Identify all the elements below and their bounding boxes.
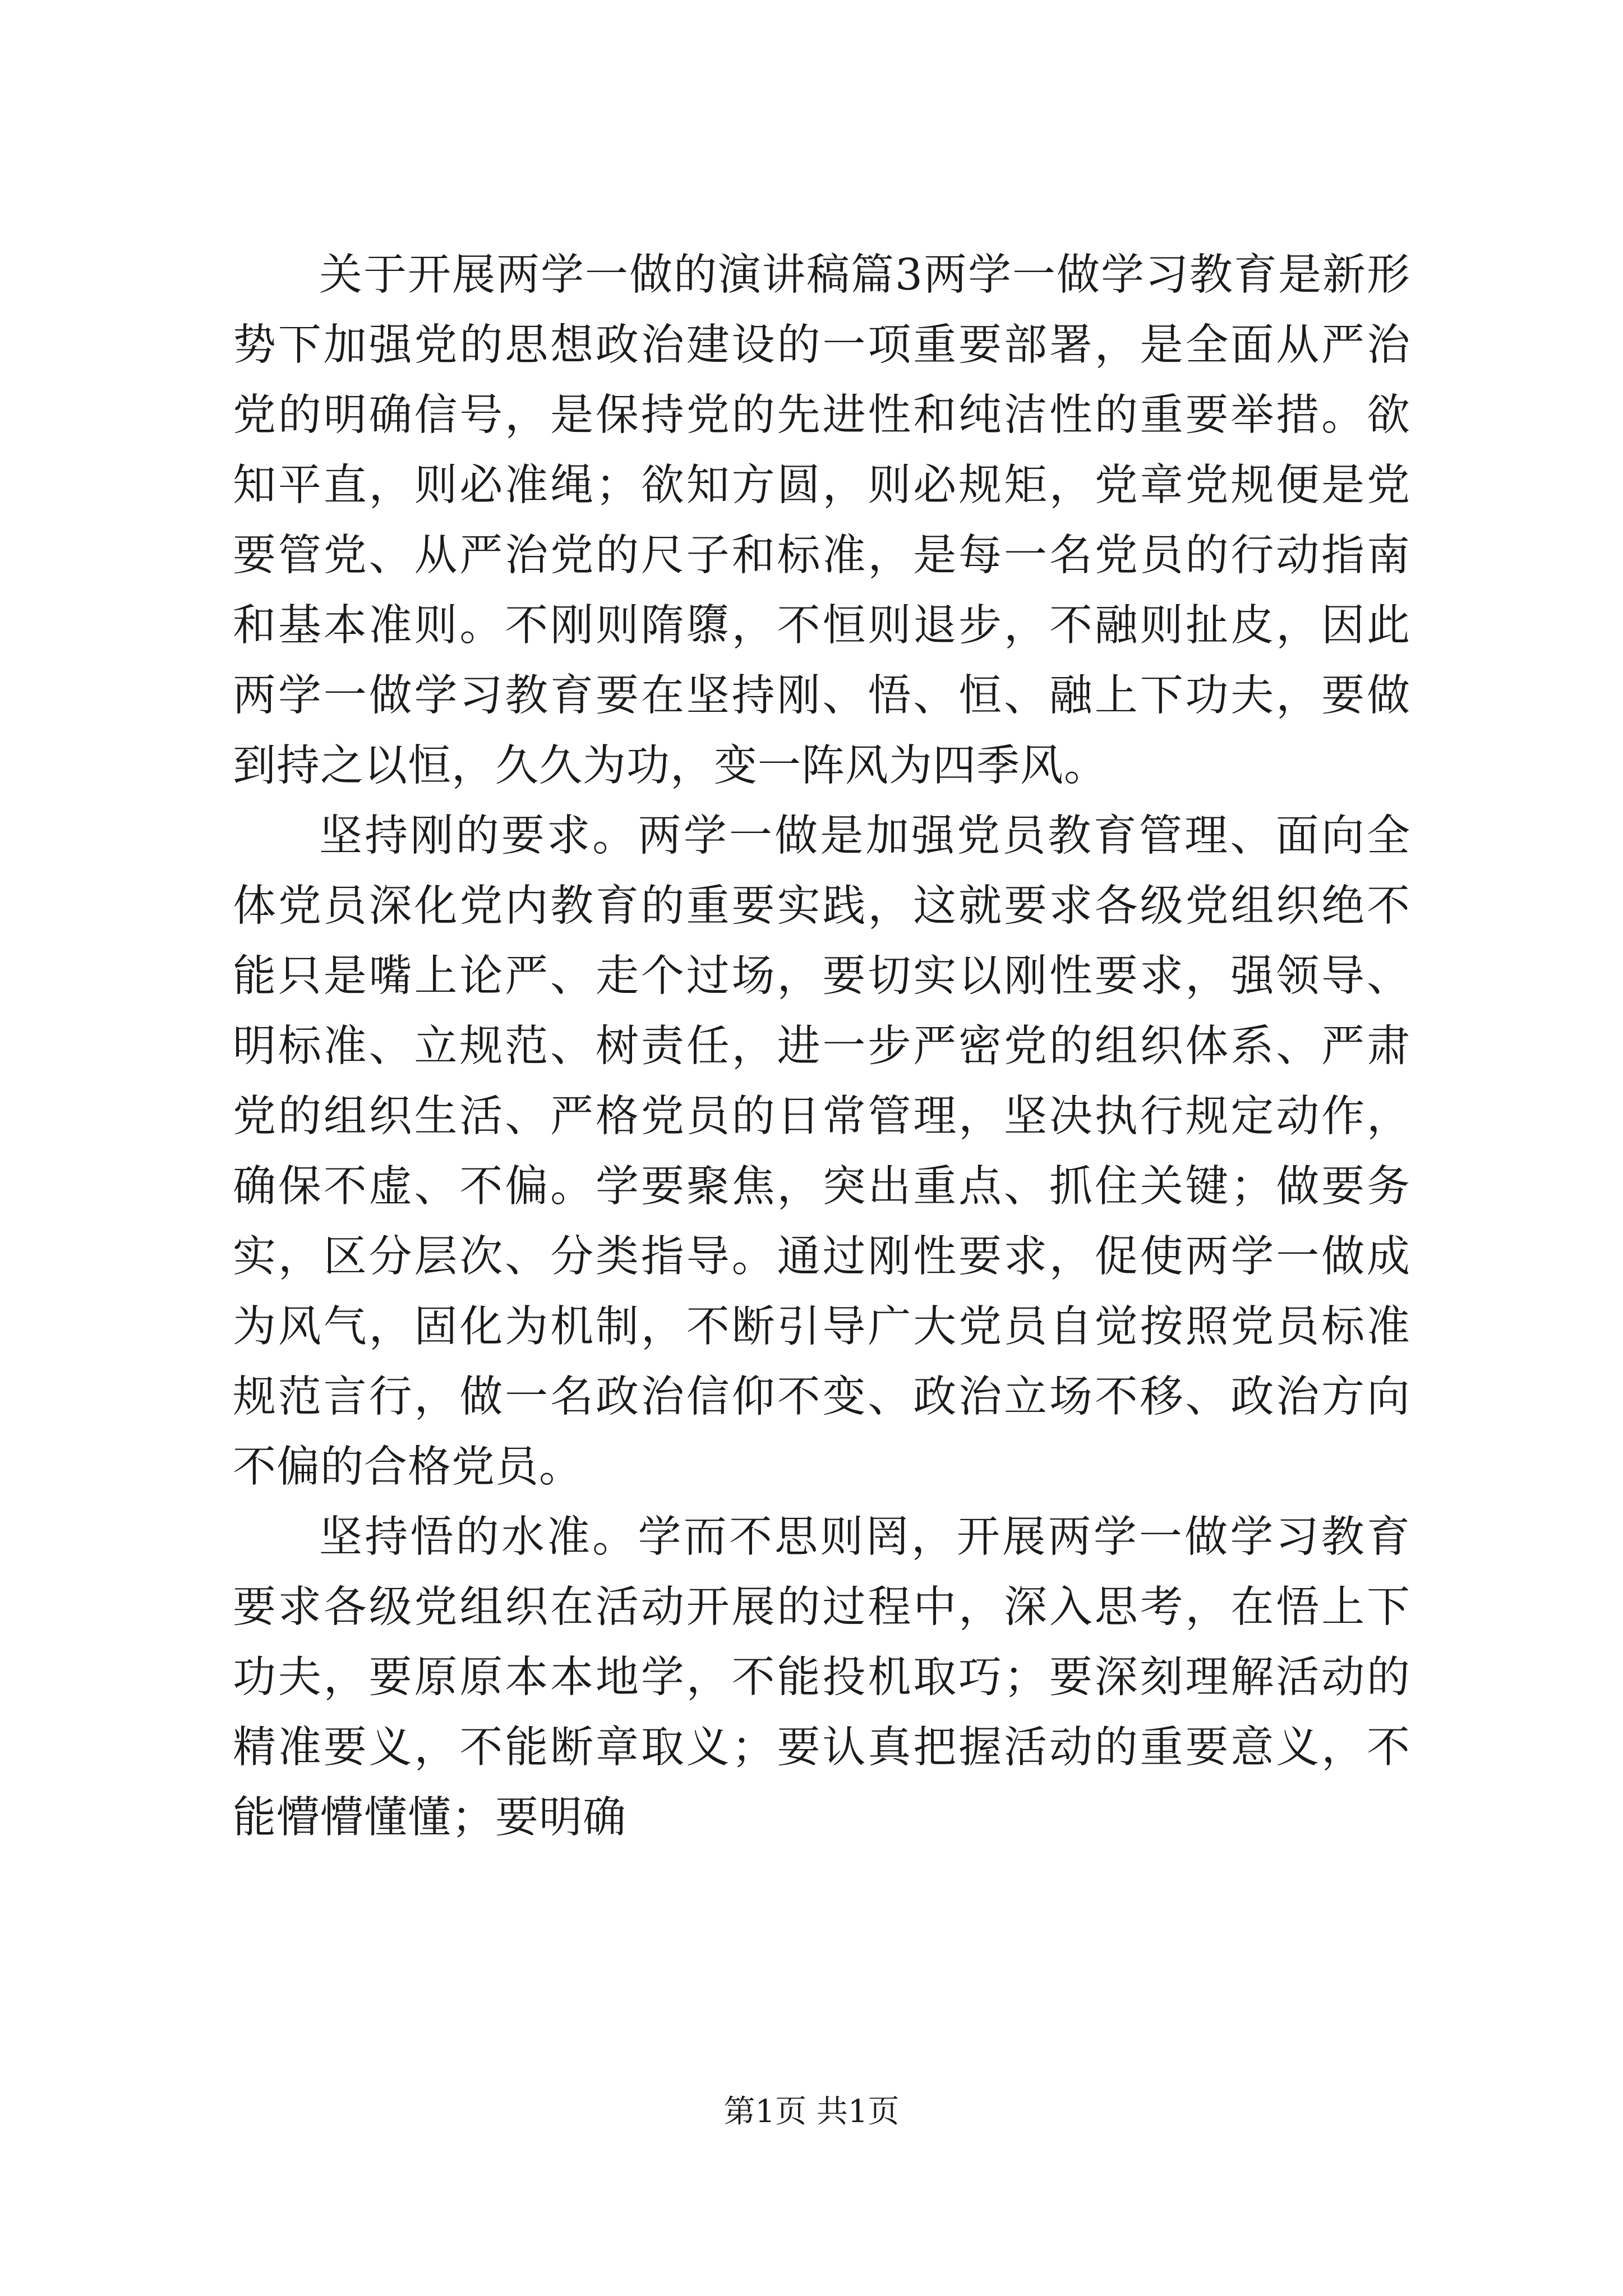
- document-body: [233, 240, 1410, 1853]
- paragraph-gang: 坚持刚的要求。两学一做是加强党员教育管理、面向全体党员深化党内教育的重要实践，这就要求各级党组织绝不能只是嘴上论严、走个过场，要切实以刚性要求，强领导、明标准、立规范、树责任，进一步严密党的组织体系、严肃党的组织生活、严格党员的日常管理，坚决执行规定动作，确保不虚、不偏。学要聚焦，突出重点、抓住关键；做要务实，区分层次、分类指导。通过刚性要求，促使两学一做成为风气，固化为机制，不断引导广大党员自觉按照党员标准规范言行，做一名政治信仰不变、政治立场不移、政治方向不偏的合格党员。: [233, 811, 1410, 1492]
- paragraph-intro: 关于开展两学一做的演讲稿篇3两学一做学习教育是新形势下加强党的思想政治建设的一项重要部署，是全面从严治党的明确信号，是保持党的先进性和纯洁性的重要举措。欲知平直，则必准绳；欲知方圆，则必规矩，党章党规便是党要管党、从严治党的尺子和标准，是每一名党员的行动指南和基本准则。不刚则隋隳，不恒则退步，不融则扯皮，因此两学一做学习教育要在坚持刚、悟、恒、融上下功夫，要做到持之以恒，久久为功，变一阵风为四季风。: [233, 250, 1410, 791]
- page-footer: 第1页 共1页: [723, 2093, 900, 2130]
- paragraph-wu: 坚持悟的水准。学而不思则罔，开展两学一做学习教育要求各级党组织在活动开展的过程中，深入思考，在悟上下功夫，要原原本本地学，不能投机取巧；要深刻理解活动的精准要义，不能断章取义；要认真把握活动的重要意义，不能懵懵懂懂；要明确: [233, 1512, 1410, 1843]
